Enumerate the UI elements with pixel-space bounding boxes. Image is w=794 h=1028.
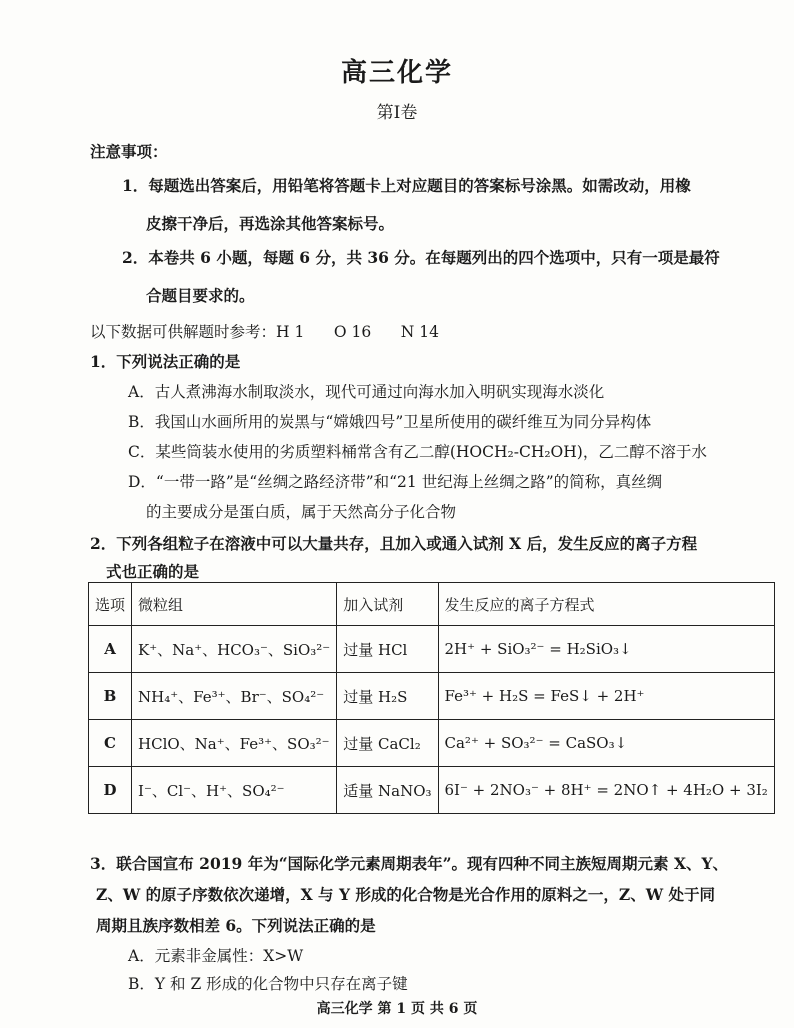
header-particles: 微粒组	[132, 583, 337, 626]
row-reagent: 过量 HCl	[337, 626, 438, 673]
table-row	[89, 767, 775, 814]
header-reagent: 加入试剂	[337, 583, 438, 626]
q2-stem-line-1: 2．下列各组粒子在溶液中可以大量共存，且加入或通入试剂 X 后，发生反应的离子方程	[90, 534, 698, 553]
q1-option-a: A．古人煮沸海水制取淡水，现代可通过向海水加入明矾实现海水淡化	[128, 383, 605, 401]
reference-data: 以下数据可供解题时参考：H 1 O 16 N 14	[90, 323, 440, 341]
row-option: B	[89, 673, 132, 720]
q1-option-d-line-1: D．“一带一路”是“丝绸之路经济带”和“21 世纪海上丝绸之路”的简称，真丝绸	[128, 473, 663, 491]
table-row	[89, 720, 775, 767]
header-equation: 发生反应的离子方程式	[438, 583, 774, 626]
page-title: 高三化学	[340, 58, 453, 88]
q1-option-b: B．我国山水画所用的炭黑与“嫦娥四号”卫星所使用的碳纤维互为同分异构体	[128, 413, 652, 431]
section-title: 第Ⅰ卷	[376, 103, 418, 123]
table-row	[89, 626, 775, 673]
row-reagent: 适量 NaNO₃	[337, 767, 438, 814]
q3-option-a: A．元素非金属性：X>W	[128, 947, 304, 965]
q2-options-table	[88, 582, 775, 814]
row-particles: HClO、Na⁺、Fe³⁺、SO₃²⁻	[132, 720, 337, 767]
page-footer: 高三化学 第 1 页 共 6 页	[316, 1001, 478, 1017]
q3-stem-line-2: Z、W 的原子序数依次递增，X 与 Y 形成的化合物是光合作用的原料之一，Z、W 处于同	[96, 885, 716, 904]
row-particles: K⁺、Na⁺、HCO₃⁻、SiO₃²⁻	[132, 626, 337, 673]
q3-stem-line-1: 3．联合国宣布 2019 年为“国际化学元素周期表年”。现有四种不同主族短周期元素 X、Y、	[90, 854, 729, 873]
row-equation: 2H⁺ + SiO₃²⁻ = H₂SiO₃↓	[438, 626, 774, 673]
row-equation: Fe³⁺ + H₂S = FeS↓ + 2H⁺	[438, 673, 774, 720]
row-equation: Ca²⁺ + SO₃²⁻ = CaSO₃↓	[438, 720, 774, 767]
q2-stem-line-2: 式也正确的是	[106, 562, 200, 581]
row-option: D	[89, 767, 132, 814]
row-particles: NH₄⁺、Fe³⁺、Br⁻、SO₄²⁻	[132, 673, 337, 720]
note-1-line-2: 皮擦干净后，再选涂其他答案标号。	[146, 214, 395, 233]
q1-option-c: C．某些筒装水使用的劣质塑料桶常含有乙二醇(HOCH₂-CH₂OH)，乙二醇不溶于水	[128, 443, 707, 461]
q3-option-b: B．Y 和 Z 形成的化合物中只存在离子键	[128, 975, 408, 993]
table-header-row	[89, 583, 775, 626]
note-2-line-1: 2．本卷共 6 小题，每题 6 分，共 36 分。在每题列出的四个选项中，只有一项是最符	[122, 248, 720, 267]
header-option: 选项	[89, 583, 132, 626]
q1-option-d-line-2: 的主要成分是蛋白质，属于天然高分子化合物	[146, 503, 457, 521]
row-reagent: 过量 H₂S	[337, 673, 438, 720]
row-particles: I⁻、Cl⁻、H⁺、SO₄²⁻	[132, 767, 337, 814]
notes-heading: 注意事项：	[90, 142, 168, 161]
note-2-line-2: 合题目要求的。	[146, 286, 255, 305]
q3-stem-line-3: 周期且族序数相差 6。下列说法正确的是	[96, 916, 376, 935]
table-row	[89, 673, 775, 720]
row-equation: 6I⁻ + 2NO₃⁻ + 8H⁺ = 2NO↑ + 4H₂O + 3I₂	[438, 767, 774, 814]
row-reagent: 过量 CaCl₂	[337, 720, 438, 767]
row-option: A	[89, 626, 132, 673]
row-option: C	[89, 720, 132, 767]
note-1-line-1: 1．每题选出答案后，用铅笔将答题卡上对应题目的答案标号涂黑。如需改动，用橡	[122, 176, 691, 195]
q1-stem: 1．下列说法正确的是	[90, 352, 241, 371]
